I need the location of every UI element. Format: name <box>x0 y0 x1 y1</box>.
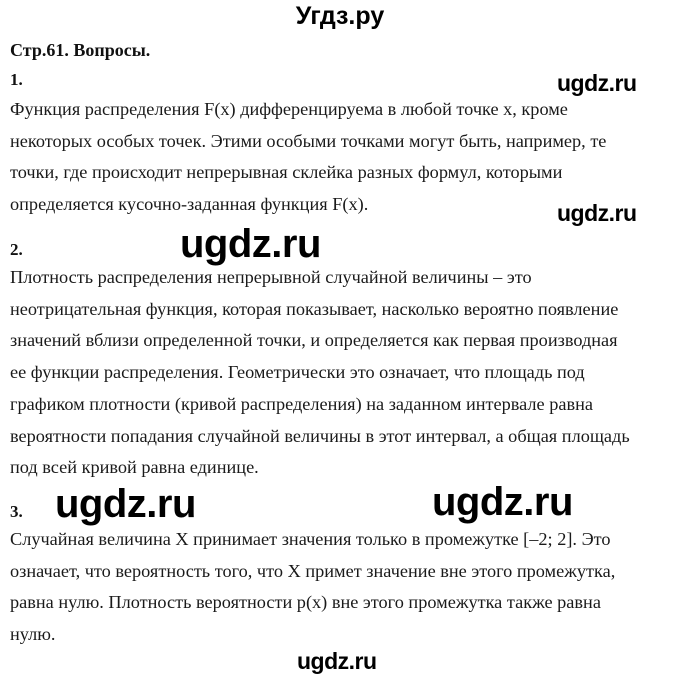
watermark: ugdz.ru <box>557 70 637 96</box>
answer-line: некоторых особых точек. Этими особыми точками могут быть, например, те <box>10 130 607 151</box>
question-2-number: 2. <box>10 240 23 259</box>
answer-line: Плотность распределения непрерывной случайной величины – это <box>10 267 532 287</box>
answer-line: означает, что вероятность того, что X примет значение вне этого промежутка, <box>10 560 616 581</box>
answer-line: равна нулю. Плотность вероятности p(x) вне этого промежутка также равна <box>10 592 601 613</box>
answer-line: Функция распределения F(x) дифференцируема в любой точке x, кроме <box>10 99 568 119</box>
watermark: ugdz.ru <box>557 200 637 226</box>
site-title: Угдз.ру <box>295 2 385 30</box>
watermark: ugdz.ru <box>180 222 321 266</box>
question-1-number: 1. <box>10 70 23 89</box>
answer-line: значений вблизи определенной точки, и определяется как первая производная <box>10 330 618 351</box>
answer-line: вероятности попадания случайной величины в этот интервал, а общая площадь <box>10 425 630 446</box>
answer-line: под всей кривой равна единице. <box>10 457 259 478</box>
question-3-number: 3. <box>10 502 23 521</box>
watermark: ugdz.ru <box>297 648 377 674</box>
answer-line: ее функции распределения. Геометрически это означает, что площадь под <box>10 362 585 383</box>
page-heading: Стр.61. Вопросы. <box>10 40 151 60</box>
watermark: ugdz.ru <box>432 480 573 524</box>
watermark: ugdz.ru <box>55 482 196 526</box>
question-3-answer <box>10 524 670 651</box>
answer-line: неотрицательная функция, которая показывает, насколько вероятно появление <box>10 298 619 319</box>
question-2-answer <box>10 262 670 484</box>
answer-line: нулю. <box>10 624 56 645</box>
answer-line: точки, где происходит непрерывная склейка разных формул, которыми <box>10 162 563 183</box>
answer-line: определяется кусочно-заданная функция F(x). <box>10 194 369 215</box>
answer-line: графиком плотности (кривой распределения) на заданном интервале равна <box>10 393 594 414</box>
answer-line: Случайная величина X принимает значения только в промежутке [–2; 2]. Это <box>10 529 611 549</box>
